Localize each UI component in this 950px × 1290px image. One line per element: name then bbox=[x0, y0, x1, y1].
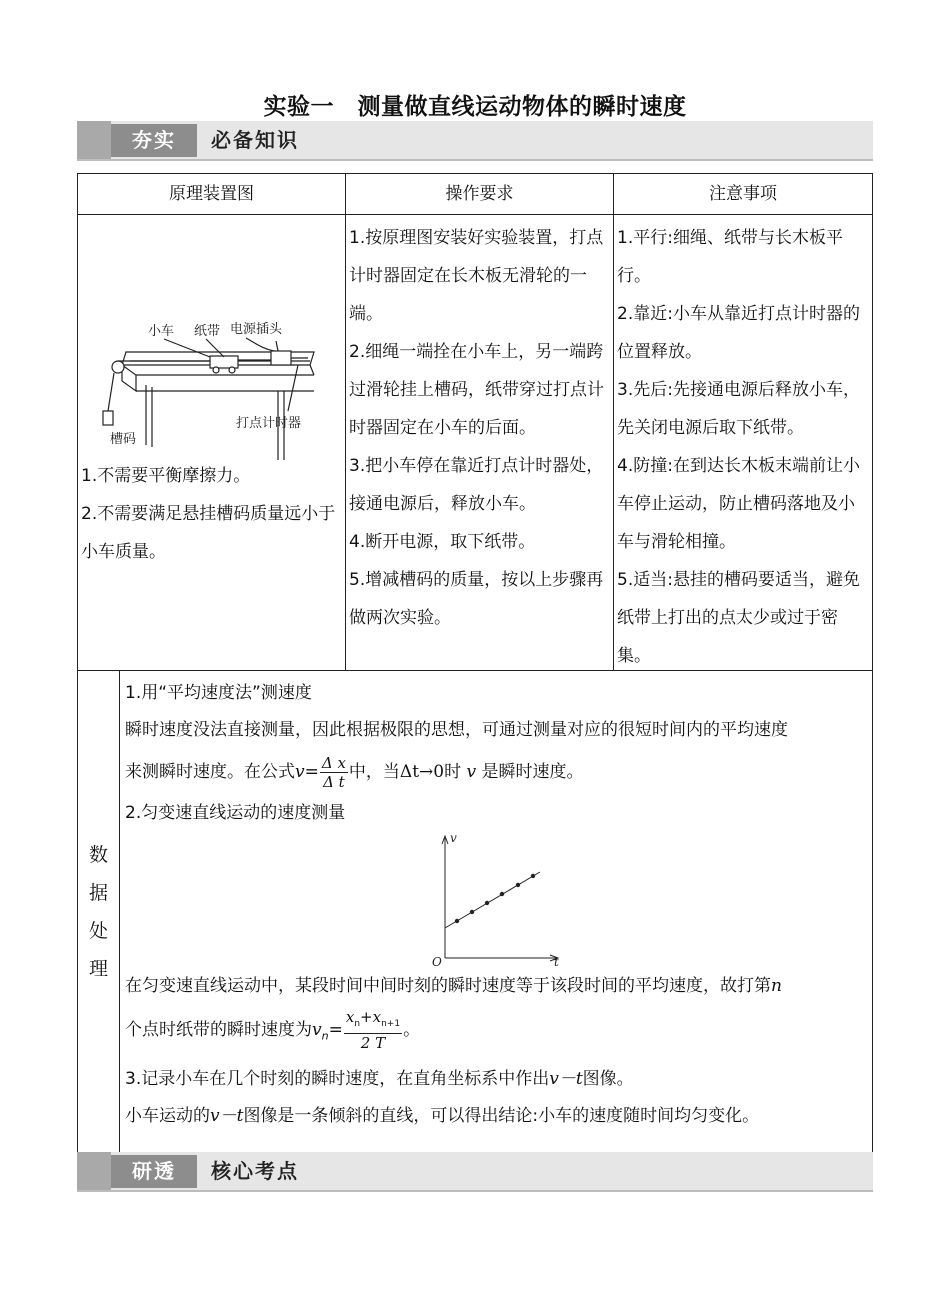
section-label: 核心考点 bbox=[211, 1159, 299, 1183]
caution-item: 1.平行:细绳、纸带与长木板平行。 bbox=[617, 228, 843, 286]
paragraph-1: 瞬时速度没法直接测量，因此根据极限的思想，可通过测量对应的很短时间内的平均速度 bbox=[125, 720, 788, 740]
page-title: 实验一 测量做直线运动物体的瞬时速度 bbox=[263, 94, 687, 120]
label-tape: 纸带 bbox=[194, 324, 221, 339]
caution-item: 5.适当:悬挂的槽码要适当，避免纸带上打出的点太少或过于密集。 bbox=[617, 570, 860, 666]
axis-label-t: t bbox=[554, 955, 559, 968]
paragraph-2: 在匀变速直线运动中，某段时间中间时刻的瞬时速度等于该段时间的平均速度，故打第n bbox=[125, 976, 782, 996]
cautions-cell bbox=[614, 215, 872, 670]
v-t-graph bbox=[430, 832, 590, 968]
header-cautions: 注意事项 bbox=[709, 184, 777, 204]
section-tag: 研透 bbox=[111, 1155, 197, 1188]
apparatus-diagram bbox=[78, 215, 344, 465]
origin-label: O bbox=[432, 955, 442, 968]
principle-note: 1.不需要平衡摩擦力。 bbox=[81, 466, 251, 486]
operation-step: 2.细绳一端拴在小车上，另一端跨过滑轮挂上槽码，纸带穿过打点计时器固定在小车的后面。 bbox=[349, 342, 604, 438]
operation-step: 4.断开电源，取下纸带。 bbox=[349, 532, 536, 552]
heading-record: 3.记录小车在几个时刻的瞬时速度，在直角坐标系中作出v－t图像。 bbox=[125, 1069, 634, 1090]
formula-vn-line: 个点时纸带的瞬时速度为$v_n=$ $\frac{x_n+x_{n+1}}{2 T}$ 。 bbox=[125, 1008, 421, 1052]
section-header-knowledge bbox=[77, 121, 873, 161]
section-label: 必备知识 bbox=[211, 128, 299, 152]
operation-step: 5.增减槽码的质量，按以上步骤再做两次实验。 bbox=[349, 570, 604, 628]
header-principle: 原理装置图 bbox=[78, 174, 346, 214]
label-timer: 打点计时器 bbox=[236, 416, 302, 431]
label-weight: 槽码 bbox=[110, 432, 137, 447]
data-processing-label: 数 据 处 理 bbox=[78, 671, 120, 1153]
operation-step: 3.把小车停在靠近打点计时器处，接通电源后，释放小车。 bbox=[349, 456, 604, 514]
label-plug: 电源插头 bbox=[230, 322, 283, 337]
paragraph-3: 小车运动的v－t图像是一条倾斜的直线，可以得出结论:小车的速度随时间均匀变化。 bbox=[125, 1106, 760, 1127]
operations-cell bbox=[346, 215, 614, 670]
label-cart: 小车 bbox=[148, 324, 175, 339]
vn-fraction: $\frac{x_n+x_{n+1}}{2 T}$ bbox=[345, 1008, 401, 1052]
velocity-fraction: $\frac{\text{Δ x}}{\text{Δ t}}$ bbox=[321, 753, 346, 791]
caution-item: 2.靠近:小车从靠近打点计时器的位置释放。 bbox=[617, 304, 860, 362]
data-processing-content bbox=[120, 671, 872, 1153]
heading-uniform-acceleration: 2.匀变速直线运动的速度测量 bbox=[125, 803, 346, 823]
data-processing-row bbox=[77, 671, 873, 1154]
caution-item: 4.防撞:在到达长木板末端前让小车停止运动，防止槽码落地及小车与滑轮相撞。 bbox=[617, 456, 860, 552]
formula-line: 来测瞬时速度。在公式v= $\frac{\text{Δ x}}{\text{Δ t}}$ 中，当Δt→0时 v 是瞬时速度。 bbox=[125, 753, 584, 791]
experiment-table bbox=[77, 173, 873, 1154]
heading-average-velocity: 1.用“平均速度法”测速度 bbox=[125, 683, 312, 703]
section-tag: 夯实 bbox=[111, 124, 197, 157]
principle-note: 2.不需要满足悬挂槽码质量远小于小车质量。 bbox=[81, 504, 336, 562]
operation-step: 1.按原理图安装好实验装置，打点计时器固定在长木板无滑轮的一端。 bbox=[349, 228, 604, 324]
section-header-core bbox=[77, 1152, 873, 1192]
header-operations: 操作要求 bbox=[346, 174, 614, 214]
principle-cell bbox=[78, 215, 346, 670]
axis-label-v: v bbox=[450, 832, 457, 845]
caution-item: 3.先后:先接通电源后释放小车，先关闭电源后取下纸带。 bbox=[617, 380, 860, 438]
